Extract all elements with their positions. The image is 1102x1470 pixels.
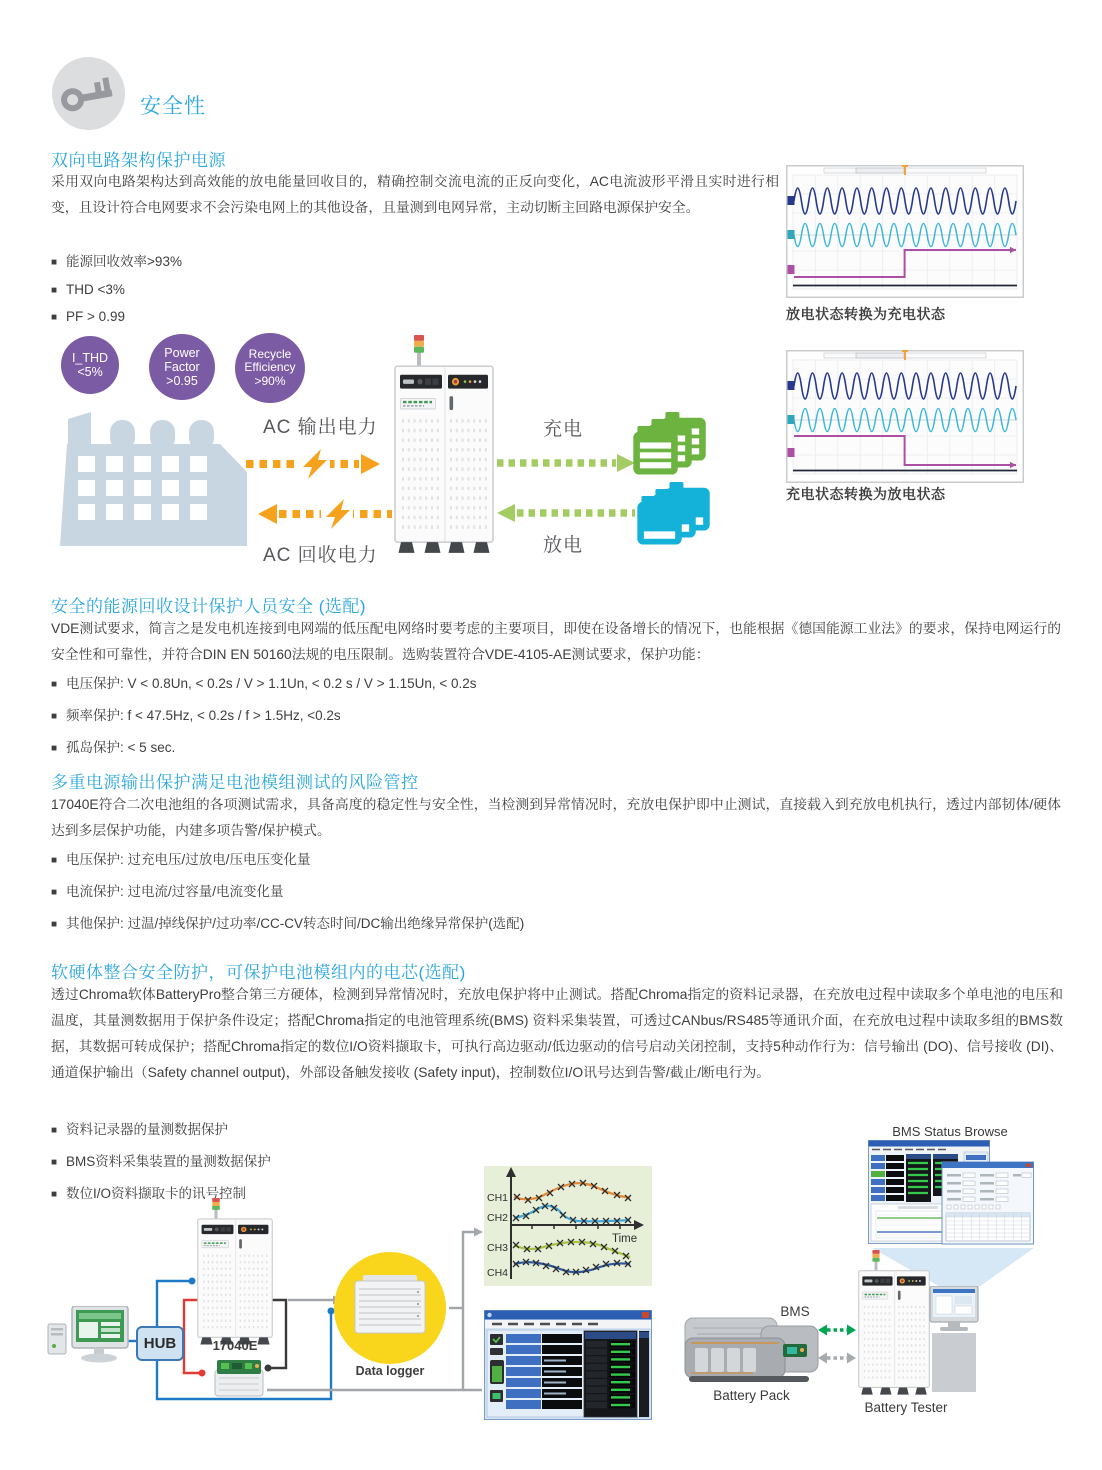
- battery-pack-icon: [683, 1310, 820, 1388]
- bullet-item: [51, 880, 524, 900]
- bullet-item: [51, 848, 524, 868]
- badge-line: I_THD: [71, 351, 109, 365]
- battery-stacks-icon: [630, 410, 716, 555]
- discharge-arrow-icon: [494, 500, 638, 526]
- bullet-text: ■ 数位I/O资料撷取卡的讯号控制: [66, 1186, 247, 1201]
- bullet-text: ■ 资料记录器的量测数据保护: [66, 1122, 229, 1137]
- page-title: 安全性: [140, 95, 206, 118]
- ch4-label: CH4: [487, 1267, 509, 1279]
- ch3-label: CH3: [487, 1242, 509, 1254]
- scope-charge-to-discharge: [786, 350, 1024, 483]
- badge-line: Recycle: [248, 346, 292, 361]
- section2-bullets: [51, 672, 477, 768]
- bms-browse-label: BMS Status Browse: [892, 1124, 1008, 1139]
- battery-tester-cabinet-icon: [858, 1250, 930, 1396]
- section1-bullets: [51, 250, 182, 336]
- section2-title: 安全的能源回收设计保护人员安全 (选配): [51, 597, 367, 616]
- section3-bullets: [51, 848, 524, 944]
- hub-box: [136, 1326, 184, 1361]
- bullet-item: [51, 1118, 271, 1138]
- hub-label: HUB: [143, 1335, 177, 1352]
- ac-recycle-label: AC 回收电力: [263, 545, 378, 566]
- scope-discharge-to-charge: [786, 165, 1024, 298]
- bullet-item: [51, 912, 524, 932]
- badge-line: >90%: [254, 373, 286, 388]
- ch1-label: CH1: [487, 1192, 509, 1204]
- bullet-text: ■ 电压保护: 过充电压/过放电/压电压变化量: [66, 852, 311, 867]
- charge-label: 充电: [543, 419, 584, 440]
- scope2-caption: 充电状态转换为放电状态: [786, 486, 946, 502]
- section4-body: 透过Chroma软体BatteryPro整合第三方硬体，检测到异常情况时，充放电保护将中止测试。搭配Chroma指定的资料记录器，在充放电过程中读取多个单电池的电压和温度，其量测数据用于保护条件设定；搭配Chroma指定的电池管理系统(BMS) 资料采集装置，可透过CANbus/RS485等通讯介面，在充放电过程中读取多组的BMS数据，其数据可转成保护；搭配Chroma指定的数位I/O资料撷取卡，可执行高边驱动/低边驱动的信号启动关闭控制，支持5种动作行为：信号输出 (DO)、信号接收 (DI)、通道保护输出（Safety channel output)，外部设备触发接收 (Safety input)，控制数位I/O讯号达到告警/截止/断电行为。: [51, 987, 1063, 1080]
- battery-pack-label: Battery Pack: [713, 1388, 790, 1403]
- bullet-item: [51, 672, 477, 692]
- ac-output-label: AC 输出电力: [263, 417, 378, 438]
- tester-monitor-icon: [928, 1286, 980, 1392]
- bms-browse-screenshot: [868, 1140, 1034, 1247]
- batterypro-screenshot: [484, 1310, 652, 1420]
- bullet-item: [51, 736, 477, 756]
- ac-output-arrow-icon: [243, 448, 395, 480]
- time-axis-label: Time: [612, 1233, 638, 1245]
- channel-trend-chart: [484, 1166, 652, 1286]
- badge-line: Factor: [164, 360, 200, 374]
- factory-icon: [58, 410, 248, 546]
- data-logger-label: Data logger: [355, 1364, 425, 1378]
- section4-title: 软硬体整合安全防护，可保护电池模组内的电芯(选配): [51, 963, 466, 982]
- section1-body: 采用双向电路架构达到高效能的放电能量回收目的，精确控制交流电流的正反向变化，AC电流波形平滑且实时进行相变，且设计符合电网要求不会污染电网上的其他设备，且量测到电网异常，主动切断主回路电源保护安全。: [51, 174, 779, 215]
- control-pc-icon: [46, 1306, 130, 1374]
- badge-power-factor: [149, 334, 215, 400]
- battery-tester-label: Battery Tester: [864, 1400, 948, 1415]
- key-icon: [52, 57, 125, 130]
- section3-body: 17040E符合二次电池组的各项测试需求，具备高度的稳定性与安全性，当检测到异常情况时，充放电保护即中止测试，直接载入到充放电机执行，透过内部韧体/硬体达到多层保护功能，内建多项告警/保护模式。: [51, 797, 1061, 838]
- bullet-text: ■ 电压保护: V < 0.8Un, < 0.2s / V > 1.1Un, < 0.2 s / V > 1.15Un, < 0.2s: [66, 676, 477, 691]
- bullet-text: ■ BMS资料采集装置的量测数据保护: [66, 1154, 271, 1169]
- bullet-item: [51, 282, 182, 297]
- section2-body: VDE测试要求，简言之是发电机连接到电网端的低压配电网络时要考虑的主要项目，即使在设备增长的情况下，也能根据《德国能源工业法》的要求，保持电网运行的安全性和可靠性，并符合DIN EN 50160法规的电压限制。选购装置符合VDE-4105-AE测试要求，保护功能：: [51, 621, 1061, 662]
- section1-title: 双向电路架构保护电源: [51, 151, 226, 170]
- badge-recycle-efficiency: [235, 333, 305, 403]
- charger-cabinet-17040e-icon: [197, 1198, 273, 1346]
- charge-arrow-icon: [494, 450, 638, 476]
- bullet-text: ■ THD <3%: [66, 282, 125, 297]
- bms-label: BMS: [780, 1304, 810, 1319]
- bullet-text: ■ 能源回收效率>93%: [66, 254, 182, 269]
- badge-line: >0.95: [166, 374, 198, 388]
- bullet-item: [51, 309, 182, 324]
- bullet-text: ■ PF > 0.99: [66, 309, 125, 324]
- data-logger-icon: [333, 1251, 447, 1365]
- model-label: 17040E: [212, 1338, 258, 1353]
- badge-ithd: [61, 336, 119, 394]
- ch2-label: CH2: [487, 1212, 509, 1224]
- bullet-item: [51, 1150, 271, 1170]
- ac-recycle-arrow-icon: [243, 498, 395, 530]
- badge-line: <5%: [77, 365, 103, 379]
- discharge-label: 放电: [543, 535, 584, 556]
- bullet-text: ■ 孤岛保护: < 5 sec.: [66, 740, 176, 755]
- bullet-item: [51, 250, 182, 270]
- bullet-item: [51, 704, 477, 724]
- scope1-caption: 放电状态转换为充电状态: [786, 306, 946, 322]
- bullet-text: ■ 其他保护: 过温/掉线保护/过功率/CC-CV转态时间/DC输出绝缘异常保护(选配): [66, 916, 525, 931]
- badge-line: Efficiency: [244, 360, 296, 375]
- section3-title: 多重电源输出保护满足电池模组测试的风险管控: [51, 773, 419, 792]
- safety-key-badge: [52, 57, 125, 130]
- tester-cabinet-icon: [394, 335, 494, 555]
- badge-line: Power: [164, 346, 200, 360]
- battery-module-icon: [213, 1352, 267, 1400]
- bullet-text: ■ 电流保护: 过电流/过容量/电流变化量: [66, 884, 284, 899]
- bullet-text: ■ 频率保护: f < 47.5Hz, < 0.2s / f > 1.5Hz, <0.2s: [66, 708, 341, 723]
